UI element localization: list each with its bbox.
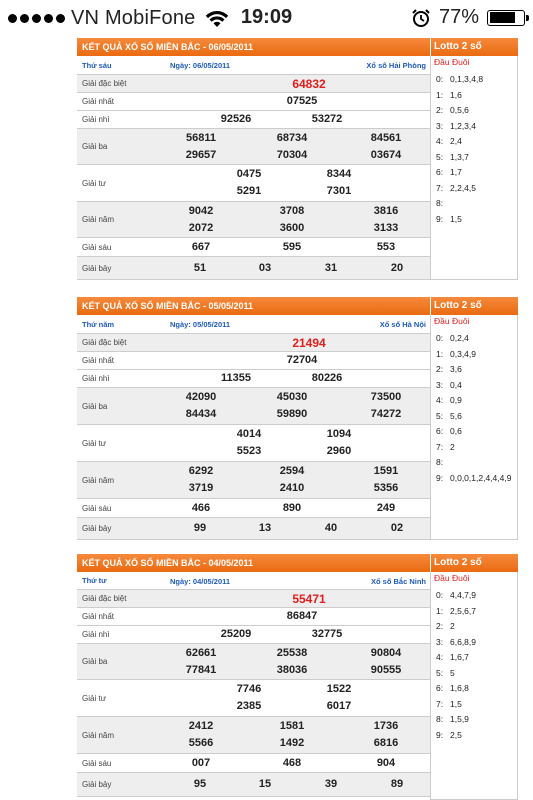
- prize-fourth-value: 4014: [236, 428, 262, 441]
- prize-fourth-value: 0475: [236, 168, 262, 181]
- lotto-head-digit: 9:: [436, 213, 444, 224]
- lotto-row: [436, 714, 469, 724]
- lotto-row: [436, 214, 462, 224]
- prize-fifth-value: 1492: [279, 737, 305, 750]
- prize-first-value: 07525: [286, 95, 318, 107]
- weekday-label: Thứ tư: [82, 576, 107, 585]
- prize-row-third: [77, 129, 430, 165]
- prize-row-first: [77, 608, 430, 626]
- lotto-head-digit: 5:: [436, 410, 444, 421]
- lotto-tail-digits: 5,6: [450, 410, 462, 421]
- prize-third-value: 90555: [370, 663, 402, 676]
- lotto-tail-digits: 6,6,8,9: [450, 636, 476, 647]
- prize-label: Giải bảy: [82, 780, 112, 789]
- prize-fifth-value: 3708: [279, 205, 305, 218]
- lotto-head-digit: 5:: [436, 151, 444, 162]
- prize-seventh-value: 31: [324, 261, 338, 274]
- prize-sixth-value: 468: [282, 756, 302, 769]
- lotto-head-digit: 0:: [436, 74, 444, 84]
- prize-label: Giải nhì: [82, 115, 110, 124]
- prize-fifth-value: 2410: [279, 482, 305, 495]
- lotto-head-digit: 2:: [436, 621, 444, 631]
- lotto-tail-digits: 2: [450, 621, 455, 631]
- prize-fifth-value: 6292: [188, 465, 214, 478]
- result-block: [77, 297, 518, 540]
- prize-label: Giải ba: [82, 401, 108, 411]
- prize-row-fourth: [77, 680, 430, 717]
- prize-label: Giải năm: [82, 730, 115, 740]
- lotto-row: [436, 152, 469, 162]
- prize-label: Giải tư: [82, 178, 107, 188]
- prize-row-special: [77, 590, 430, 608]
- lotto-header: Đầu Đuôi: [434, 316, 470, 326]
- lotto-head-digit: 4:: [436, 652, 444, 662]
- lotto-tail-digits: 2,2,4,5: [450, 182, 476, 193]
- prize-fourth-value: 6017: [326, 700, 352, 713]
- lotto-title: Lotto 2 số: [430, 38, 518, 56]
- lotto-tail-digits: 2,5: [450, 729, 462, 740]
- draw-date: Ngày: 05/05/2011: [170, 320, 231, 329]
- prize-fifth-value: 5566: [188, 737, 214, 750]
- prize-row-fifth: [77, 462, 430, 499]
- lotto-tail-digits: 1,7: [450, 167, 462, 177]
- lotto-tail-digits: 1,6,7: [450, 652, 469, 662]
- prize-third-value: 90804: [370, 647, 402, 660]
- result-block: [77, 554, 518, 800]
- prize-label: Giải nhì: [82, 374, 110, 383]
- weekday-label: Thứ năm: [82, 319, 115, 329]
- province-name: Xổ số Hà Nội: [379, 320, 426, 329]
- prize-fourth-value: 5291: [236, 185, 262, 198]
- result-header: [77, 554, 518, 572]
- lotto-panel: [430, 572, 518, 800]
- prize-label: Giải ba: [82, 142, 108, 151]
- lotto-tail-digits: 1,6: [450, 89, 462, 100]
- prize-fifth-value: 3719: [188, 482, 214, 495]
- prize-row-fifth: [77, 717, 430, 754]
- alarm-icon: [411, 8, 431, 28]
- lotto-row: [436, 198, 450, 208]
- prize-row-seventh: [77, 773, 430, 797]
- lotto-head-digit: 9:: [436, 472, 444, 483]
- prize-fourth-value: 7301: [326, 185, 352, 198]
- prize-row-sixth: [77, 754, 430, 773]
- battery-icon: [487, 10, 525, 26]
- prize-seventh-value: 20: [390, 261, 404, 274]
- lotto-tail-digits: 0,1,3,4,8: [450, 74, 484, 84]
- lotto-head-digit: 9:: [436, 729, 444, 740]
- lotto-tail-digits: 1,6,8: [450, 683, 469, 693]
- prize-third-value: 68734: [276, 132, 308, 145]
- clock: 19:09: [240, 6, 293, 28]
- prize-label: Giải nhất: [82, 356, 115, 365]
- prize-second-value: 53272: [311, 113, 343, 125]
- prize-fourth-value: 5523: [236, 445, 262, 458]
- lotto-header: Đầu Đuôi: [434, 57, 470, 67]
- lotto-tail-digits: 2: [450, 441, 455, 452]
- lotto-title: Lotto 2 số: [430, 554, 518, 572]
- prize-row-second: [77, 370, 430, 388]
- prize-sixth-value: 890: [282, 501, 302, 514]
- lotto-head-digit: 5:: [436, 667, 444, 678]
- prize-row-sixth: [77, 238, 430, 257]
- prize-second-value: 32775: [311, 628, 343, 640]
- lotto-header: Đầu Đuôi: [434, 573, 470, 583]
- lotto-title: Lotto 2 số: [430, 297, 518, 315]
- prize-label: Giải sáu: [82, 503, 112, 513]
- lotto-tail-digits: 0,3,4,9: [450, 348, 476, 359]
- lotto-head-digit: 1:: [436, 89, 444, 100]
- lotto-tail-digits: 1,2,3,4: [450, 120, 476, 131]
- prize-row-third: [77, 644, 430, 680]
- prize-label: Giải năm: [82, 475, 115, 485]
- prize-row-seventh: [77, 518, 430, 540]
- prize-fourth-value: 2385: [236, 700, 262, 713]
- lotto-tail-digits: 5: [450, 667, 455, 678]
- lotto-row: [436, 121, 476, 131]
- prize-seventh-value: 13: [258, 522, 272, 534]
- lotto-tail-digits: 3,6: [450, 364, 462, 374]
- lotto-tail-digits: 4,4,7,9: [450, 590, 476, 600]
- prize-fifth-value: 3600: [279, 221, 305, 234]
- prize-third-value: 38036: [276, 663, 308, 676]
- status-bar: [0, 0, 533, 36]
- draw-date: Ngày: 06/05/2011: [170, 61, 231, 70]
- lotto-tail-digits: 1,5,9: [450, 714, 469, 724]
- lotto-tail-digits: 1,3,7: [450, 151, 469, 162]
- prize-special-value: 21494: [292, 336, 326, 350]
- prize-special-value: 64832: [292, 77, 326, 91]
- prize-label: Giải sáu: [82, 242, 112, 252]
- lotto-head-digit: 1:: [436, 605, 444, 616]
- prize-seventh-value: 40: [324, 522, 338, 534]
- lotto-tail-digits: 0,2,4: [450, 333, 469, 343]
- lotto-head-digit: 2:: [436, 364, 444, 374]
- lotto-head-digit: 1:: [436, 348, 444, 359]
- lotto-row: [436, 668, 455, 678]
- prize-label: Giải đặc biệt: [82, 338, 127, 347]
- prize-label: Giải sáu: [82, 758, 112, 768]
- prize-fifth-value: 1736: [373, 720, 399, 733]
- prize-fourth-value: 2960: [326, 445, 352, 458]
- carrier-name: VN MobiFone: [71, 7, 196, 29]
- prize-third-value: 70304: [276, 148, 308, 161]
- battery-level: [490, 12, 515, 23]
- prize-label: Giải tư: [82, 693, 107, 703]
- prize-row-seventh: [77, 257, 430, 280]
- lotto-tail-digits: 0,0,0,1,2,4,4,4,9: [450, 472, 512, 483]
- prize-fourth-value: 8344: [326, 168, 352, 181]
- lotto-row: [436, 652, 469, 662]
- prize-row-second: [77, 626, 430, 644]
- lotto-head-digit: 7:: [436, 182, 444, 193]
- prize-sixth-value: 904: [376, 756, 396, 769]
- weekday-label: Thứ sáu: [82, 60, 112, 70]
- prize-label: Giải đặc biệt: [82, 594, 127, 603]
- prize-fifth-value: 2594: [279, 465, 305, 478]
- lotto-head-digit: 3:: [436, 120, 444, 131]
- prize-third-value: 56811: [186, 132, 216, 145]
- prize-third-value: 29657: [185, 148, 217, 161]
- prize-row-first: [77, 352, 430, 370]
- lotto-row: [436, 183, 476, 193]
- lotto-head-digit: 8:: [436, 714, 444, 724]
- prize-label: Giải nhất: [82, 97, 115, 106]
- prize-third-value: 73500: [370, 391, 402, 404]
- lotto-head-digit: 4:: [436, 136, 444, 146]
- lotto-head-digit: 0:: [436, 590, 444, 600]
- prize-sixth-value: 249: [376, 501, 396, 514]
- prize-second-value: 80226: [311, 372, 343, 384]
- lotto-head-digit: 3:: [436, 379, 444, 390]
- lotto-head-digit: 6:: [436, 167, 444, 177]
- prize-label: Giải bảy: [82, 263, 112, 273]
- lotto-row: [436, 473, 511, 483]
- info-row: [77, 315, 430, 334]
- lotto-row: [436, 136, 462, 146]
- prize-third-value: 74272: [370, 408, 402, 421]
- lotto-row: [436, 333, 469, 343]
- result-title: KẾT QUẢ XỔ SỐ MIỀN BẮC - 06/05/2011: [82, 42, 254, 52]
- prize-seventh-value: 02: [390, 522, 404, 534]
- result-title: KẾT QUẢ XỔ SỐ MIỀN BẮC - 04/05/2011: [82, 558, 254, 568]
- lotto-row: [436, 426, 462, 436]
- prize-row-fourth: [77, 425, 430, 462]
- lotto-row: [436, 606, 476, 616]
- prize-fifth-value: 9042: [188, 205, 214, 218]
- lotto-row: [436, 442, 455, 452]
- result-header: [77, 38, 518, 56]
- prize-row-second: [77, 111, 430, 129]
- prize-third-value: 84434: [185, 408, 217, 421]
- prize-row-special: [77, 75, 430, 93]
- lotto-row: [436, 105, 469, 115]
- info-row: [77, 56, 430, 75]
- prize-second-value: 25209: [220, 628, 252, 640]
- prize-third-value: 03674: [370, 148, 402, 161]
- prize-first-value: 72704: [286, 354, 318, 366]
- lotto-row: [436, 90, 462, 100]
- prize-row-fifth: [77, 202, 430, 238]
- prize-fifth-value: 2072: [188, 221, 214, 234]
- lotto-tail-digits: 1,5: [450, 698, 462, 709]
- lotto-row: [436, 730, 462, 740]
- province-name: Xổ số Hải Phòng: [366, 61, 426, 70]
- lotto-row: [436, 411, 462, 421]
- lotto-head-digit: 0:: [436, 333, 444, 343]
- prize-third-value: 45030: [276, 391, 308, 404]
- prize-fifth-value: 3816: [373, 205, 399, 218]
- prize-first-value: 86847: [286, 610, 318, 622]
- prize-label: Giải bảy: [82, 524, 112, 533]
- lotto-row: [436, 167, 462, 177]
- prize-third-value: 62661: [185, 647, 217, 660]
- prize-third-value: 84561: [370, 132, 402, 145]
- lotto-head-digit: 8:: [436, 198, 444, 208]
- prize-fifth-value: 2412: [188, 720, 214, 733]
- prize-row-sixth: [77, 499, 430, 518]
- prize-label: Giải tư: [82, 438, 107, 448]
- result-title: KẾT QUẢ XỔ SỐ MIỀN BẮC - 05/05/2011: [82, 301, 254, 311]
- prize-fifth-value: 1581: [279, 720, 305, 733]
- prize-label: Giải đặc biệt: [82, 79, 127, 88]
- prize-fourth-value: 7746: [236, 683, 262, 696]
- result-header: [77, 297, 518, 315]
- lotto-head-digit: 4:: [436, 395, 444, 405]
- prize-label: Giải nhì: [82, 630, 110, 639]
- lotto-row: [436, 457, 450, 467]
- prize-row-third: [77, 388, 430, 425]
- lotto-head-digit: 8:: [436, 457, 444, 467]
- prize-label: Giải năm: [82, 215, 115, 224]
- lotto-head-digit: 6:: [436, 426, 444, 436]
- lotto-head-digit: 6:: [436, 683, 444, 693]
- prize-row-fourth: [77, 165, 430, 202]
- prize-seventh-value: 03: [258, 261, 272, 274]
- lotto-tail-digits: 0,6: [450, 426, 462, 436]
- prize-label: Giải ba: [82, 657, 108, 666]
- lotto-panel: [430, 315, 518, 540]
- prize-sixth-value: 466: [191, 501, 211, 514]
- lotto-row: [436, 637, 476, 647]
- prize-seventh-value: 39: [324, 778, 338, 790]
- lotto-head-digit: 3:: [436, 636, 444, 647]
- info-row: [77, 572, 430, 590]
- prize-seventh-value: 99: [193, 522, 207, 534]
- status-bar-right: [411, 6, 525, 29]
- prize-row-first: [77, 93, 430, 111]
- prize-fifth-value: 1591: [373, 465, 399, 478]
- prize-fourth-value: 1522: [326, 683, 352, 696]
- lotto-head-digit: 7:: [436, 441, 444, 452]
- lotto-head-digit: 2:: [436, 105, 444, 115]
- lotto-row: [436, 380, 462, 390]
- prize-fifth-value: 5356: [373, 482, 399, 495]
- lotto-panel: [430, 56, 518, 280]
- lotto-tail-digits: 0,5,6: [450, 105, 469, 115]
- lotto-tail-digits: 1,5: [450, 213, 462, 224]
- lotto-tail-digits: 0,9: [450, 395, 462, 405]
- prize-third-value: 42090: [185, 391, 217, 404]
- lotto-tail-digits: 2,5,6,7: [450, 605, 476, 616]
- lotto-head-digit: 7:: [436, 698, 444, 709]
- lotto-tail-digits: 0,4: [450, 379, 462, 390]
- lotto-tail-digits: 2,4: [450, 136, 462, 146]
- province-name: Xổ số Bắc Ninh: [370, 577, 426, 586]
- prize-third-value: 59890: [276, 408, 308, 421]
- prize-row-special: [77, 334, 430, 352]
- prize-fourth-value: 1094: [326, 428, 352, 441]
- prize-seventh-value: 51: [193, 261, 207, 274]
- result-block: [77, 38, 518, 280]
- prize-third-value: 25538: [276, 647, 308, 660]
- lotto-row: [436, 349, 476, 359]
- prize-sixth-value: 667: [191, 240, 211, 253]
- lotto-row: [436, 74, 483, 84]
- draw-date: Ngày: 04/05/2011: [170, 577, 231, 586]
- lotto-row: [436, 683, 469, 693]
- prize-special-value: 55471: [292, 592, 326, 606]
- lotto-row: [436, 395, 462, 405]
- lotto-row: [436, 621, 455, 631]
- lotto-row: [436, 364, 462, 374]
- prize-fifth-value: 3133: [373, 221, 399, 234]
- prize-fifth-value: 6816: [373, 737, 399, 750]
- prize-sixth-value: 007: [191, 756, 211, 769]
- prize-sixth-value: 553: [376, 240, 396, 253]
- prize-label: Giải nhất: [82, 612, 115, 621]
- prize-seventh-value: 95: [193, 778, 207, 790]
- battery-percent: 77%: [438, 6, 479, 28]
- prize-seventh-value: 89: [390, 778, 404, 790]
- prize-third-value: 77841: [185, 663, 217, 676]
- lotto-row: [436, 590, 476, 600]
- prize-seventh-value: 15: [258, 778, 272, 790]
- prize-second-value: 11355: [221, 372, 251, 384]
- prize-sixth-value: 595: [282, 240, 302, 253]
- prize-second-value: 92526: [220, 113, 252, 125]
- lotto-row: [436, 699, 462, 709]
